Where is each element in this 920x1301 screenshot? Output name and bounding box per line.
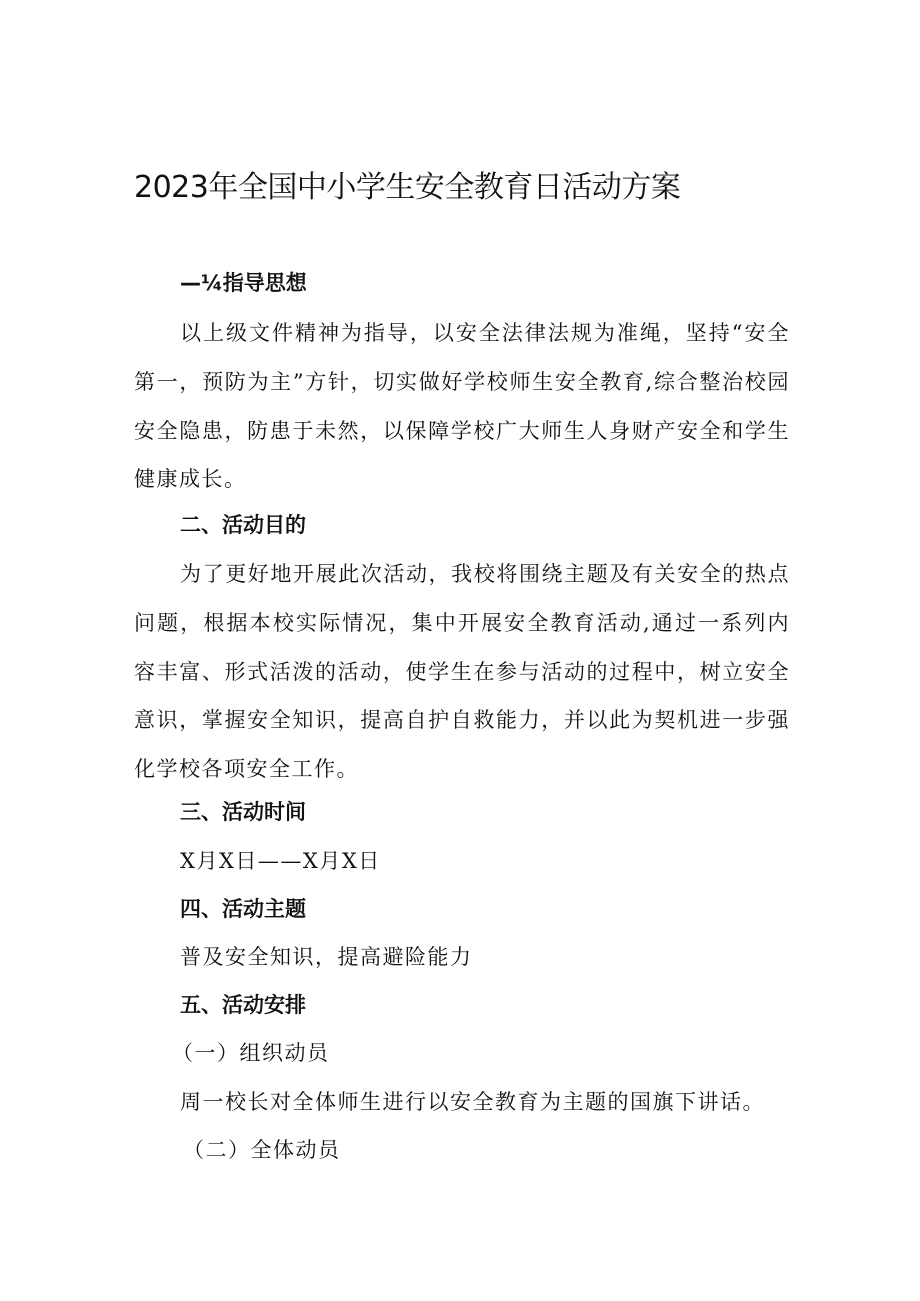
activity-theme-text: 普及安全知识，提高避险能力 (180, 945, 473, 969)
subsection-title-all-mobilization: （二）全体动员 (183, 1138, 341, 1162)
section-heading-activity-theme: 四、活动主题 (180, 897, 306, 921)
paragraph-guiding-ideology: 以上级文件精神为指导，以安全法律法规为准绳，坚持“安全第一，预防为主”方针，切实做好学校师生安全教育,综合整治校园安全隐患，防患于未然，以保障学校广大师生人身财产安全和学生健康成长。 (134, 321, 790, 492)
section-heading-activity-arrangement: 五、活动安排 (180, 993, 306, 1017)
subsection-title-organize-mobilization: （一）组织动员 (172, 1041, 330, 1065)
document-title: 2023年全国中小学生安全教育日活动方案 (134, 170, 681, 205)
section-heading-activity-purpose: 二、活动目的 (180, 513, 306, 537)
organize-mobilization-text: 周一校长对全体师生进行以安全教育为主题的国旗下讲话。 (180, 1090, 765, 1114)
section-heading-activity-time: 三、活动时间 (180, 800, 306, 824)
paragraph-activity-purpose: 为了更好地开展此次活动，我校将围绕主题及有关安全的热点问题，根据本校实际情况，集中开展安全教育活动,通过一系列内容丰富、形式活泼的活动，使学生在参与活动的过程中，树立安全意识，掌握安全知识，提高自护自救能力，并以此为契机进一步强化学校各项安全工作。 (134, 562, 790, 782)
section-heading-guiding-ideology: —¼指导思想 (180, 271, 307, 295)
activity-time-text: X月X日——X月X日 (180, 849, 381, 873)
